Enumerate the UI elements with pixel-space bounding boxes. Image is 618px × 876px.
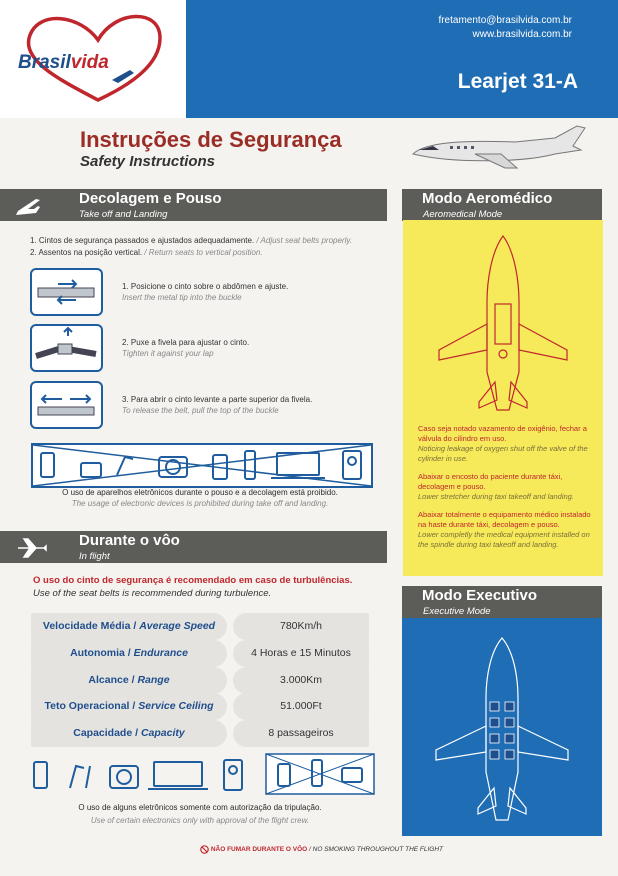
website-link[interactable]: www.brasilvida.com.br	[472, 29, 572, 40]
brand-name: Brasilvida	[18, 52, 109, 73]
no-smoking-icon	[200, 845, 209, 854]
belt-insert-illustration	[30, 268, 103, 316]
inflight-section-header	[0, 531, 387, 563]
contact-info	[438, 14, 572, 42]
takeoff-subtitle: Take off and Landing	[79, 209, 168, 220]
spec-label: Velocidade Média / Average Speed	[31, 613, 227, 640]
spec-value: 4 Horas e 15 Minutos	[233, 640, 369, 667]
airplane-icon	[0, 531, 50, 563]
spec-row	[31, 613, 369, 640]
airplane-takeoff-icon	[0, 189, 50, 221]
spec-row	[31, 667, 369, 694]
takeoff-title: Decolagem e Pouso	[79, 190, 222, 207]
aeromedical-subtitle: Aeromedical Mode	[423, 209, 503, 220]
aeromedical-title: Modo Aeromédico	[422, 190, 553, 207]
aircraft-model: Learjet 31-A	[457, 70, 578, 93]
turbulence-note-pt: O uso do cinto de segurança é recomendado em caso de turbulências.	[33, 575, 353, 586]
remote-icon	[245, 451, 255, 479]
rule-item: 2. Assentos na posição vertical. / Return seats to vertical position.	[30, 248, 263, 257]
electronics-icons	[33, 445, 371, 486]
aeromedical-note: Caso seja notado vazamento de oxigênio, fechar a válvula do cilindro em uso. Noticing leakage of oxygen shut off the valve of the cylinder in use.	[418, 424, 588, 463]
inflight-electronics-note-pt: O uso de alguns eletrônicos somente com autorização da tripulação.	[78, 803, 322, 812]
spec-value: 51.000Ft	[233, 693, 369, 720]
no-smoking-notice: NÃO FUMAR DURANTE O VÔO / NO SMOKING THROUGHOUT THE FLIGHT	[200, 845, 443, 854]
aircraft-floorplan-icon	[402, 622, 602, 834]
aeromedical-panel	[403, 220, 603, 576]
spec-value: 780Km/h	[233, 613, 369, 640]
aeromedical-note: Abaixar o encosto do paciente durante táxi, decolagem e pouso. Lower stretcher during taxi takeoff and landing.	[418, 472, 574, 501]
executive-panel	[402, 618, 602, 836]
walkie-talkie-icon	[213, 455, 227, 479]
spec-row	[31, 693, 369, 720]
page-title: Instruções de Segurança	[80, 127, 342, 152]
step-text: 2. Puxe a fivela para ajustar o cinto. Tighten it against your lap	[122, 338, 250, 358]
takeoff-rules	[30, 235, 352, 259]
turbulence-note-en: Use of the seat belts is recommended during turbulence.	[33, 588, 272, 599]
inflight-electronics-note-en: Use of certain electronics only with approval of the flight crew.	[90, 816, 310, 825]
executive-subtitle: Executive Mode	[423, 606, 491, 617]
jet-illustration-icon	[405, 124, 595, 172]
spec-label: Teto Operacional / Service Ceiling	[31, 693, 227, 720]
seatbelt-icon	[32, 270, 101, 314]
electronics-note-pt: O uso de aparelhos eletrônicos durante o pouso e a decolagem está proibido.	[62, 488, 338, 497]
step-text: 3. Para abrir o cinto levante a parte superior da fivela. To release the belt, pull the top of the buckle	[122, 395, 313, 415]
radio-icon	[81, 463, 101, 477]
spec-row	[31, 720, 369, 747]
email-link[interactable]: fretamento@brasilvida.com.br	[438, 15, 572, 26]
spec-label: Alcance / Range	[31, 667, 227, 694]
step-text: 1. Posicione o cinto sobre o abdômen e ajuste. Insert the metal tip into the buckle	[122, 282, 289, 302]
laptop-icon	[277, 453, 319, 475]
spec-value: 3.000Km	[233, 667, 369, 694]
aeromedical-note: Abaixar totalmente o equipamento médico instalado na haste durante táxi, decolagem e pouso. Lower completly the medical equipment installed on the spindle during taxi takeoff and landing.	[418, 510, 591, 549]
spec-label: Capacidade / Capacity	[31, 720, 227, 747]
executive-title: Modo Executivo	[422, 587, 538, 604]
rule-item: 1. Cintos de segurança passados e ajustados adequadamente. / Adjust seat belts properly.	[30, 236, 352, 245]
music-icon	[117, 457, 133, 475]
page-subtitle: Safety Instructions	[80, 153, 216, 170]
electronics-prohibited-box	[31, 443, 373, 488]
aeromedical-section-header	[402, 189, 602, 221]
brand-logo	[0, 0, 186, 118]
allowed-electronics-icons	[30, 752, 375, 796]
belt-release-illustration	[30, 381, 103, 429]
spec-label: Autonomia / Endurance	[31, 640, 227, 667]
aircraft-floorplan-icon	[403, 232, 603, 432]
inflight-subtitle: In flight	[79, 551, 110, 562]
electronics-note-en: The usage of electronic devices is prohibited during take off and landing.	[71, 499, 329, 508]
header	[0, 0, 618, 118]
takeoff-section-header	[0, 189, 387, 221]
seatbelt-icon	[32, 383, 101, 427]
phone-icon	[41, 453, 54, 477]
spec-row	[31, 640, 369, 667]
belt-tighten-illustration	[30, 324, 103, 372]
executive-section-header	[402, 586, 602, 618]
seatbelt-icon	[32, 326, 101, 370]
inflight-title: Durante o vôo	[79, 532, 180, 549]
spec-value: 8 passageiros	[233, 720, 369, 747]
